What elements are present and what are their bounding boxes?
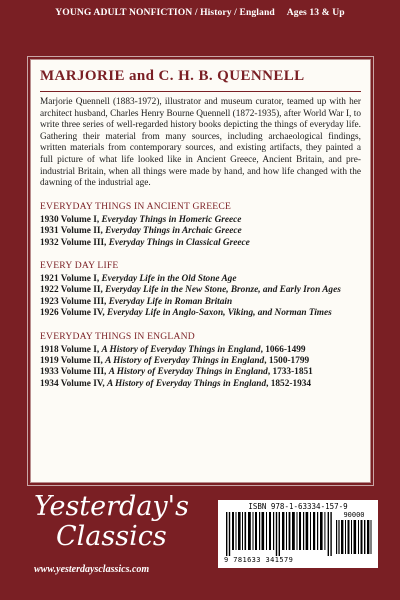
publisher-logo (34, 492, 204, 552)
isbn-barcode (218, 500, 378, 568)
price-code: 90000 (343, 511, 365, 519)
book-lead: 1923 Volume III, (40, 296, 107, 307)
book-title: Everyday Things in Archaic Greece (105, 226, 242, 237)
book-years: , 1852-1934 (266, 378, 312, 389)
book-years: , 1500-1799 (264, 356, 310, 366)
book-title: A History of Everyday Things in England (107, 378, 267, 389)
section-heading: EVERYDAY THINGS IN ENGLAND (40, 330, 195, 342)
section-everyday-things-england (40, 331, 361, 391)
book-title: Everyday Things in Homeric Greece (101, 214, 242, 225)
section-ancient-greece (40, 201, 361, 249)
book-title: A History of Everyday Things in England (105, 356, 265, 366)
publisher-website: www.yesterdaysclassics.com (34, 564, 150, 575)
barcode-bars (226, 512, 332, 556)
book-lead: 1933 Volume III, (40, 367, 107, 378)
book-lead: 1930 Volume I, (40, 214, 100, 225)
book-title: Everyday Life in Roman Britain (108, 296, 233, 307)
book-title: Everyday Things in Classical Greece (108, 237, 250, 248)
book-entry (40, 356, 361, 367)
book-lead: 1934 Volume IV, (40, 378, 105, 389)
book-entry (40, 297, 361, 308)
author-panel (30, 59, 371, 483)
book-entry (40, 274, 361, 285)
book-entry (40, 285, 361, 296)
title-divider (40, 91, 361, 92)
logo-line-2: Classics (56, 521, 167, 552)
barcode-digits: 9 781633 341579 (224, 556, 294, 564)
isbn-text: ISBN 978-1-63334-157-9 (248, 502, 348, 511)
book-entry (40, 238, 361, 249)
author-bio: Marjorie Quennell (1883-1972), illustrator and museum curator, teamed up with her architect husband, Charles Henry Bourne Quennell (1872-1935), after World War I, to write three series of well-regarded history books depicting the things of everyday life. Gathering their material from many sources, including archaeological findings, written materials from contemporary sources, and existing artifacts, they painted a full picture of what life looked like in Ancient Greece, Ancient Britain, and pre-industrial Britain, when all things were made by hand, and how life changed with the dawning of the industrial age. (40, 97, 361, 189)
book-title: A History of Everyday Things in England (101, 344, 261, 355)
book-entry (40, 226, 361, 237)
book-title: Everyday Life in the New Stone, Bronze, and Early Iron Ages (105, 285, 341, 296)
book-entry (40, 215, 361, 226)
book-years: , 1066-1499 (260, 344, 306, 355)
book-lead: 1926 Volume IV, (40, 308, 105, 319)
section-every-day-life (40, 260, 361, 320)
section-heading: EVERY DAY LIFE (40, 259, 119, 271)
book-lead: 1921 Volume I, (40, 273, 100, 284)
book-entry (40, 367, 361, 378)
category-header (0, 0, 400, 24)
book-title: Everyday Life in the Old Stone Age (101, 273, 237, 284)
book-entry (40, 345, 361, 356)
book-lead: 1931 Volume II, (40, 226, 103, 237)
logo-line-1: Yesterday's (34, 491, 189, 522)
book-years: , 1733-1851 (267, 367, 313, 378)
panel-title: MARJORIE and C. H. B. QUENNELL (40, 68, 305, 84)
section-heading: EVERYDAY THINGS IN ANCIENT GREECE (40, 200, 232, 212)
price-barcode-bars (336, 520, 372, 554)
category-text: YOUNG ADULT NONFICTION / History / England Ages 13 & Up (55, 6, 345, 18)
book-entry (40, 308, 361, 319)
book-lead: 1922 Volume II, (40, 285, 103, 296)
book-lead: 1918 Volume I, (40, 344, 100, 355)
book-entry (40, 379, 361, 390)
book-title: A History of Everyday Things in England (108, 367, 268, 378)
book-title: Everyday Life in Anglo-Saxon, Viking, and Norman Times (107, 308, 332, 319)
book-lead: 1932 Volume III, (40, 237, 107, 248)
book-lead: 1919 Volume II, (40, 356, 103, 366)
